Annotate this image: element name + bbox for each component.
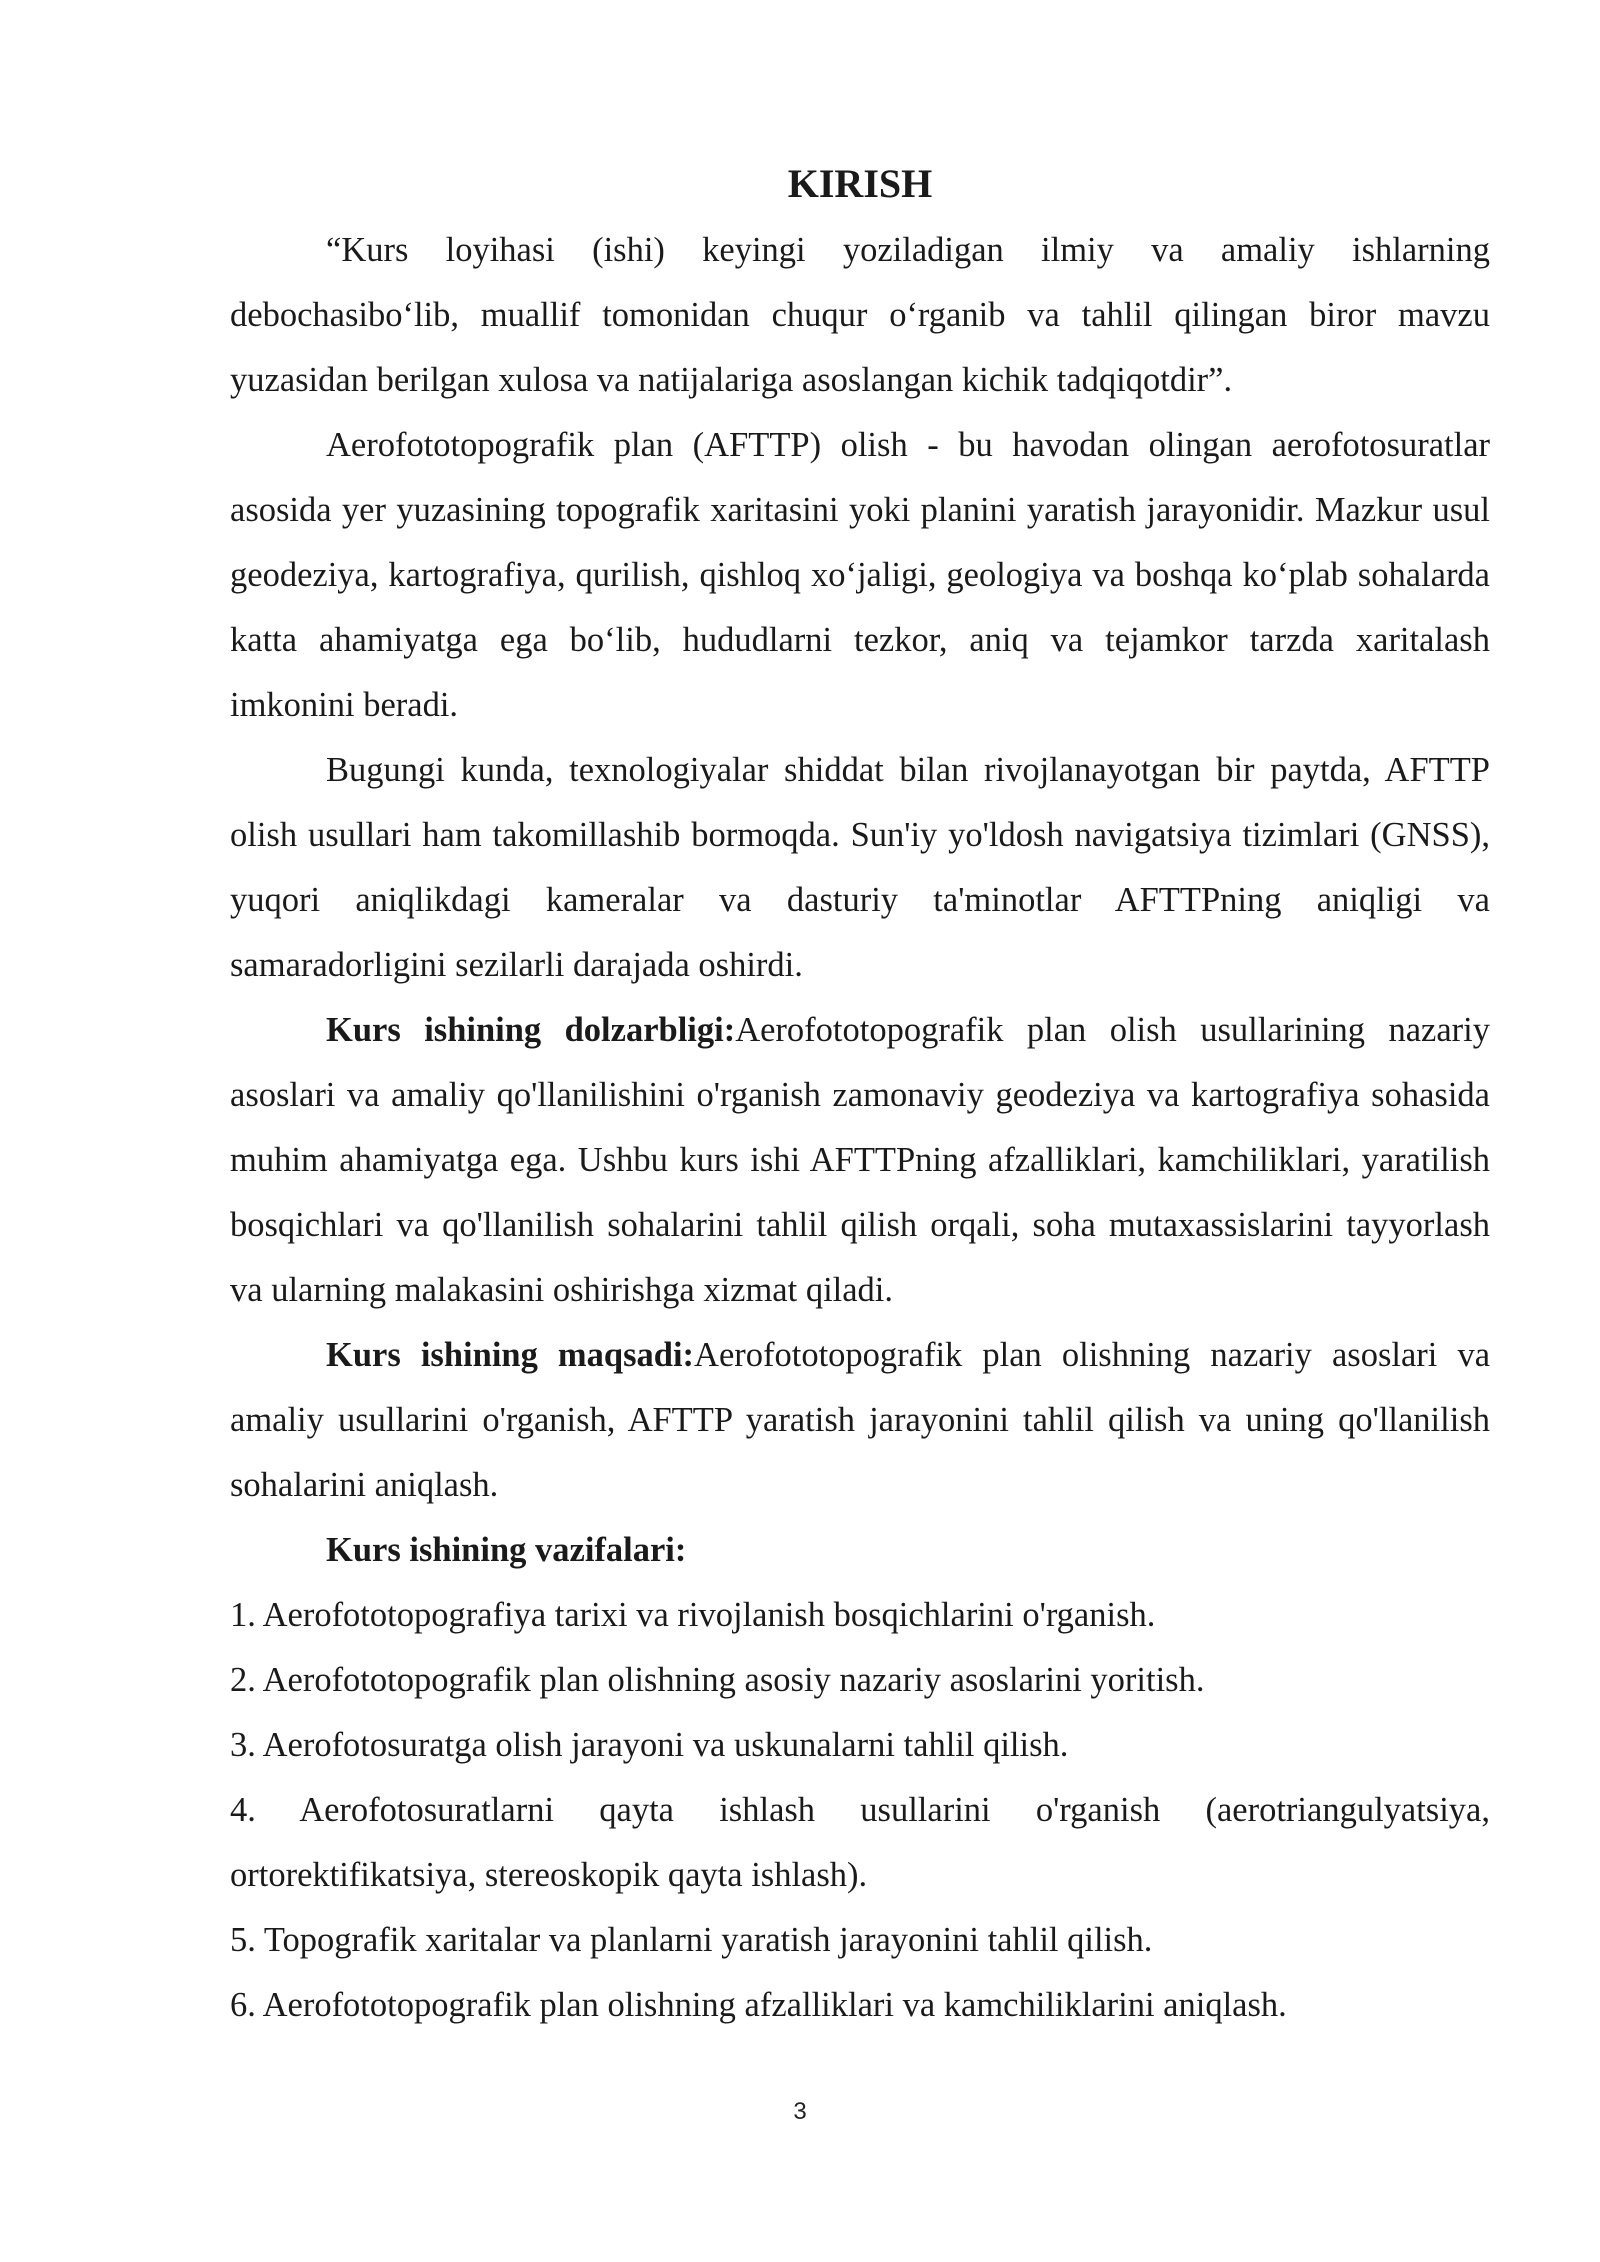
- aftp-definition-paragraph: Aerofototopografik plan (AFTTP) olish - bu havodan olingan aerofotosuratlar asosida yer yuzasining topografik xaritasini yoki planini yaratish jarayonidir. Mazkur usul geodeziya, kartografiya, qurilish, qishloq xo‘jaligi, geologiya va boshqa ko‘plab sohalarda katta ahamiyatga ega bo‘lib, hududlarni tezkor, aniq va tejamkor tarzda xaritalash imkonini beradi.: [230, 426, 1490, 724]
- goal-paragraph: [230, 1323, 1490, 1518]
- page-title: KIRISH: [787, 161, 933, 206]
- document-page: [230, 140, 1490, 2038]
- tasks-list: [230, 1583, 1490, 2038]
- intro-quote-paragraph: “Kurs loyihasi (ishi) keyingi yoziladigan ilmiy va amaliy ishlarning debochasibo‘lib, muallif tomonidan chuqur o‘rganib va tahlil qilingan biror mavzu yuzasidan berilgan xulosa va natijalariga asoslangan kichik tadqiqotdir”.: [230, 231, 1490, 399]
- list-item: 5. Topografik xaritalar va planlarni yaratish jarayonini tahlil qilish.: [230, 1921, 1153, 1959]
- relevance-text: Aerofototopografik plan olish usullarining nazariy asoslari va amaliy qo'llanilishini o'rganish zamonaviy geodeziya va kartografiya sohasida muhim ahamiyatga ega. Ushbu kurs ishi AFTTPning afzalliklari, kamchiliklari, yaratilish bosqichlari va qo'llanilish sohalarini tahlil qilish orqali, soha mutaxassislarini tayyorlash va ularning malakasini oshirishga xizmat qiladi.: [230, 1011, 1490, 1309]
- technology-paragraph: Bugungi kunda, texnologiyalar shiddat bilan rivojlanayotgan bir paytda, AFTTP olish usullari ham takomillashib bormoqda. Sun'iy yo'ldosh navigatsiya tizimlari (GNSS), yuqori aniqlikdagi kameralar va dasturiy ta'minotlar AFTTPning aniqligi va samaradorligini sezilarli darajada oshirdi.: [230, 751, 1490, 984]
- list-item: 3. Aerofotosuratga olish jarayoni va uskunalarni tahlil qilish.: [230, 1726, 1069, 1764]
- relevance-label: Kurs ishining dolzarbligi:: [326, 1011, 736, 1049]
- relevance-paragraph: [230, 998, 1490, 1323]
- page-number: 3: [793, 2098, 807, 2125]
- list-item: 4. Aerofotosuratlarni qayta ishlash usullarini o'rganish (aerotriangulyatsiya, ortorektifikatsiya, stereoskopik qayta ishlash).: [230, 1791, 1490, 1894]
- list-item: 6. Aerofototopografik plan olishning afzalliklari va kamchiliklarini aniqlash.: [230, 1986, 1287, 2024]
- list-item: 1. Aerofototopografiya tarixi va rivojlanish bosqichlarini o'rganish.: [230, 1596, 1156, 1634]
- goal-label: Kurs ishining maqsadi:: [326, 1336, 695, 1374]
- goal-text: Aerofototopografik plan olishning nazariy asoslari va amaliy usullarini o'rganish, AFTTP yaratish jarayonini tahlil qilish va uning qo'llanilish sohalarini aniqlash.: [230, 1336, 1491, 1504]
- list-item: 2. Aerofototopografik plan olishning asosiy nazariy asoslarini yoritish.: [230, 1661, 1205, 1699]
- tasks-heading: Kurs ishining vazifalari:: [326, 1531, 687, 1569]
